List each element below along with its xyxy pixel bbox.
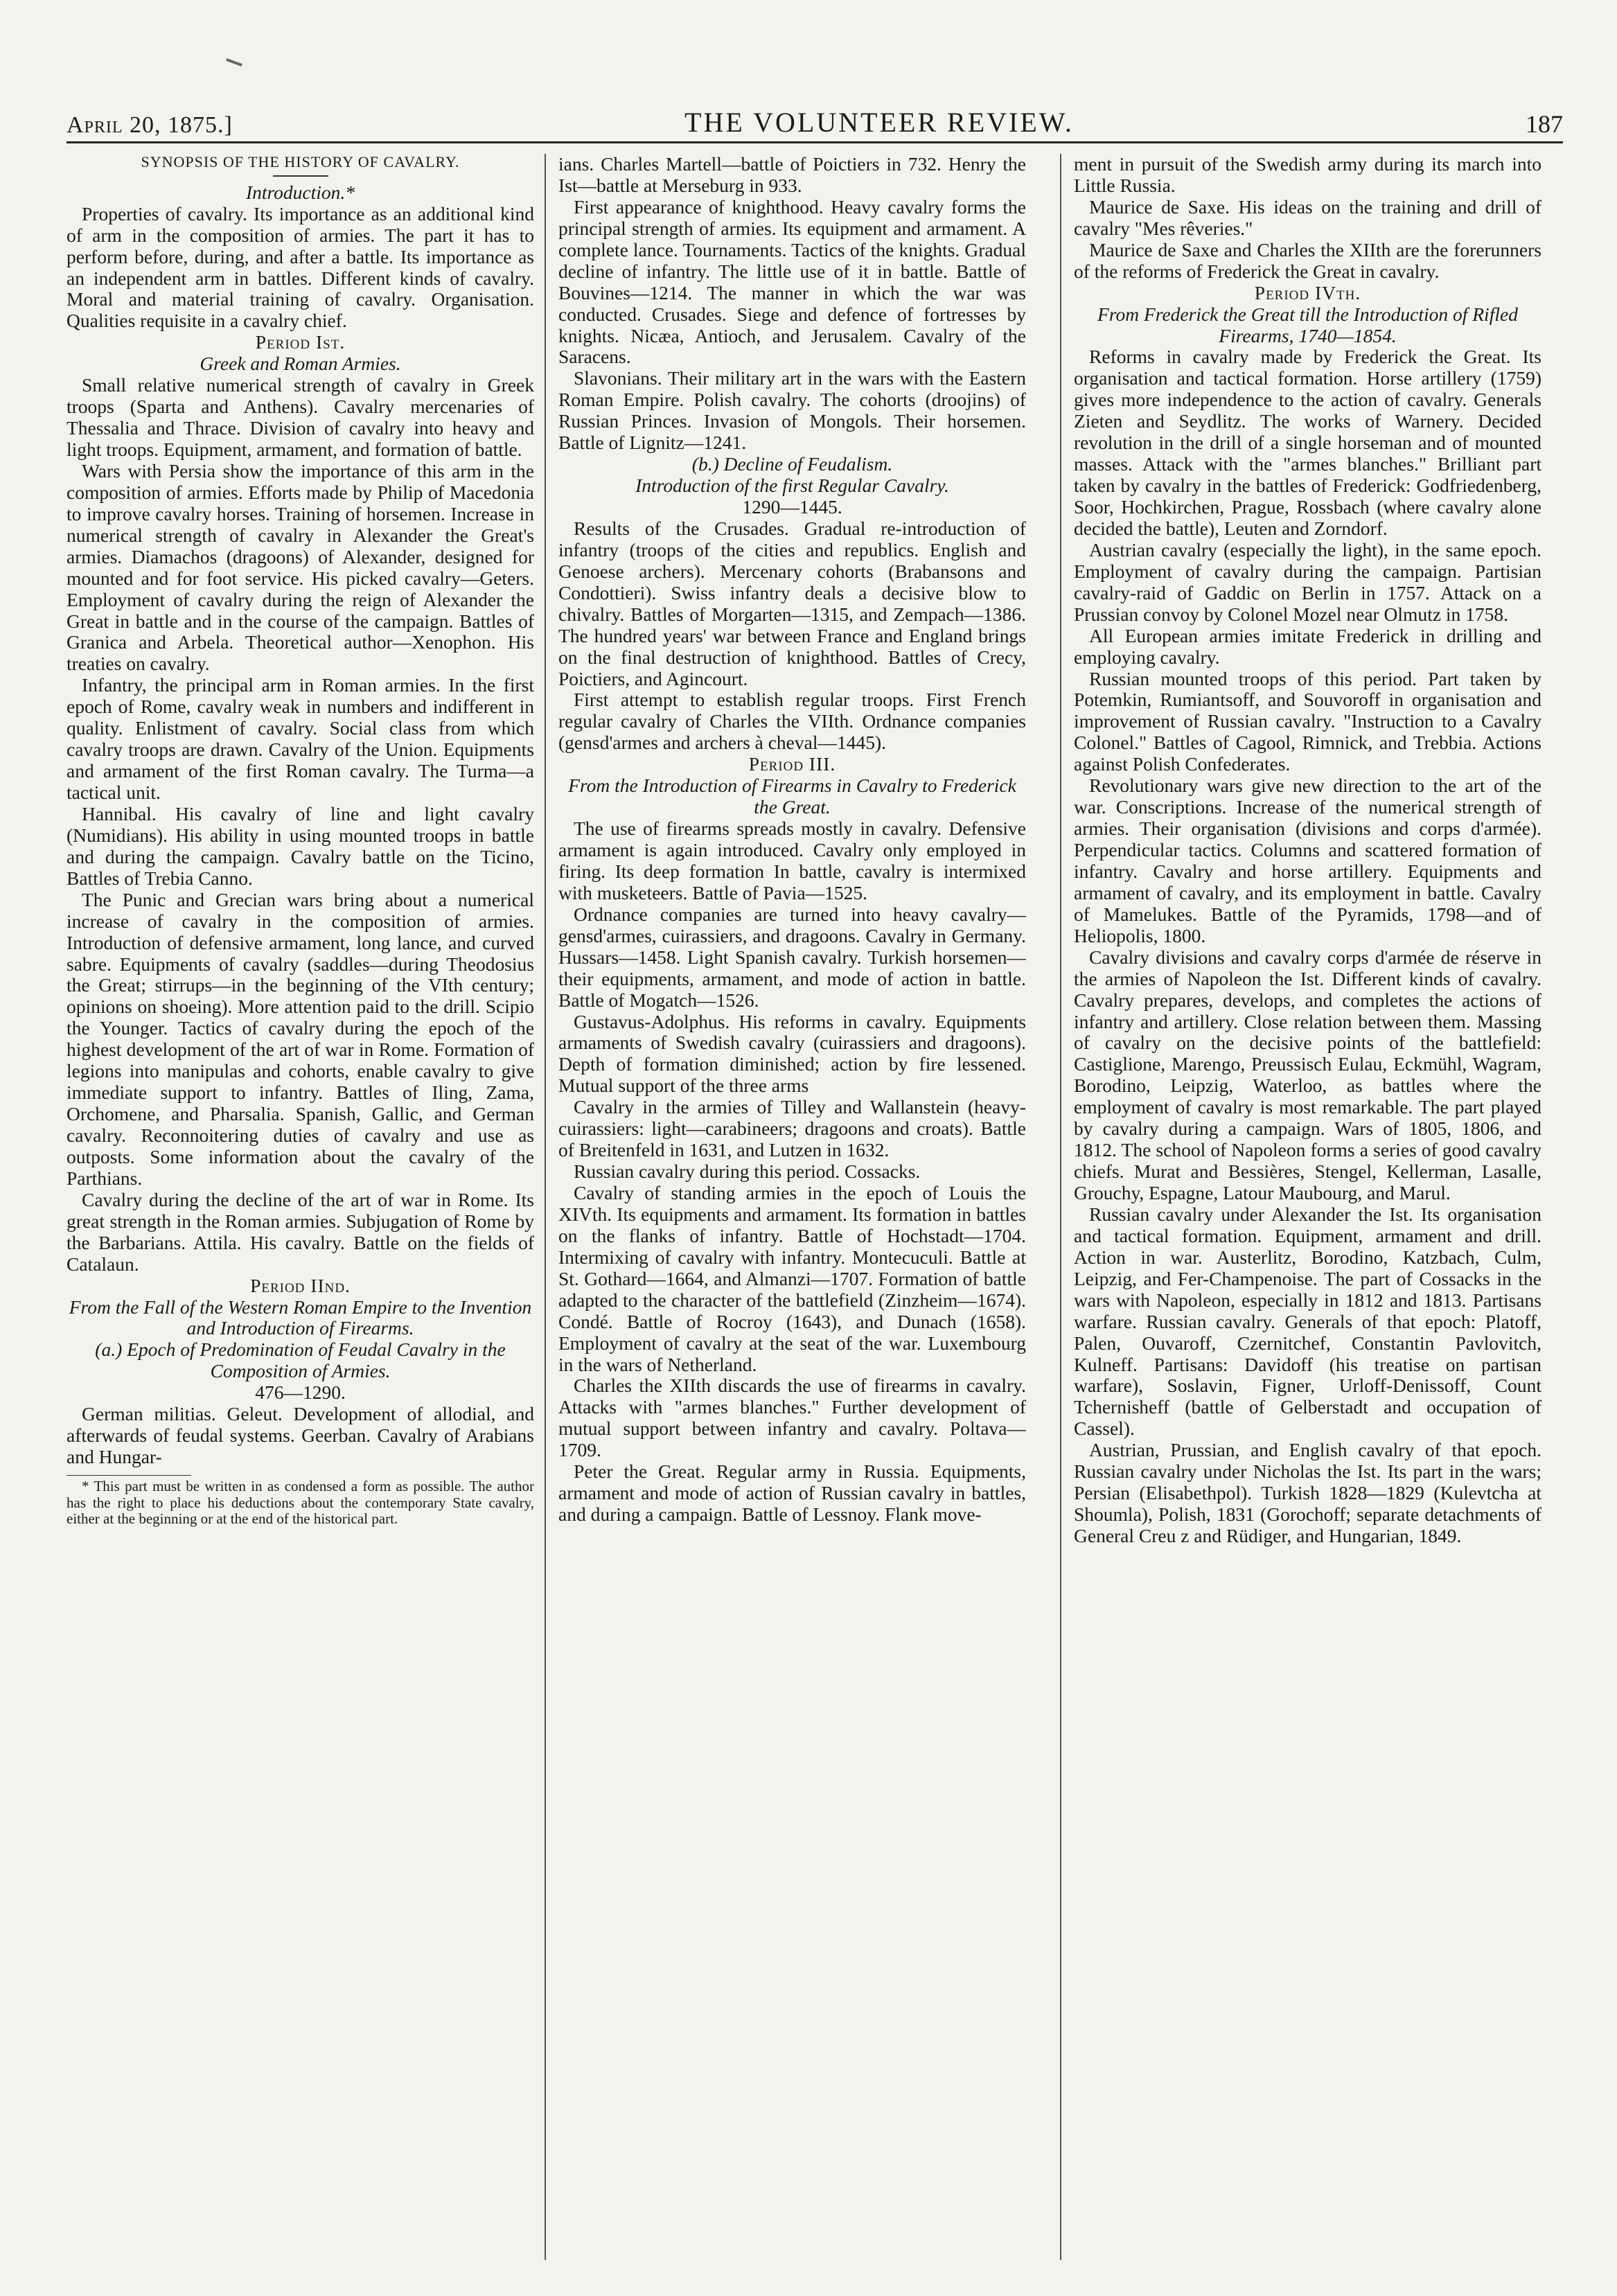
column-3 [1074,154,1541,2260]
paragraph: Peter the Great. Regular army in Russia. Equipments, armament and mode of action of Russian cavalry in battles, and during a campaign. Battle of Lessnoy. Flank move- [558,1460,1026,1526]
italic-heading: From the Introduction of Firearms in Cavalry to Frederick the Great. [568,775,1016,818]
period-heading: Period IVth. [1254,281,1361,303]
paragraph: Revolutionary wars give new direction to the art of the war. Conscriptions. Increase of the numerical strength of armies. Their organisation (divisions and corps d'armée). Perpendicular tactics. Columns and scattered formation of infantry. Cavalry and horse artillery. Equipments and armament of cavalry, and its employment in battle. Cavalry of Mamelukes. Battle of the Pyramids, 1798—and of Heliopolis, 1800. [1074,775,1541,946]
paragraph: German militias. Geleut. Development of allodial, and afterwards of feudal systems. Geerban. Cavalry of Arabians and Hungar- [67,1403,534,1468]
section-heading: SYNOPSIS OF THE HISTORY OF CAVALRY. [141,154,460,170]
column-divider [545,154,546,2260]
paragraph: Charles the XIIth discards the use of firearms in cavalry. Attacks with "armes blanches." Further development of mutual support between infantry and cavalry. Poltava—1709. [558,1375,1026,1461]
heading-rule [273,175,328,177]
paragraph: First appearance of knighthood. Heavy cavalry forms the principal strength of armies. Its equipment and armament. A complete lance. Tournaments. Tactics of the knights. Gradual decline of infantry. The little use of it in battle. Battle of Bouvines—1214. The manner in which the war was conducted. Crusades. Siege and defence of fortresses by knights. Nicæa, Antioch, and Jerusalem. Cavalry of the Saracens. [558,195,1026,368]
paragraph: Slavonians. Their military art in the wars with the Eastern Roman Empire. Polish cavalry. The cohorts (droojins) of Russian Princes. Invasion of Mongols. Their horsemen. Battle of Lignitz—1241. [558,367,1026,454]
paragraph: Ordnance companies are turned into heavy cavalry—gensd'armes, cuirassiers, and dragoons. Cavalry in Germany. Hussars—1458. Light Spanish cavalry. Turkish horsemen—their equipments, armament, and mode of action in battle. Battle of Mogatch—1526. [558,903,1026,1011]
paragraph: Russian cavalry under Alexander the Ist. Its organisation and tactical formation. Equipment, armament and drill. Action in war. Austerlitz, Borodino, Katzbach, Culm, Leipzig, and Fer-Champenoise. The part of Cossacks in the wars with Napoleon, especially in 1812 and 1813. Partisans warfare. Russian cavalry. Generals of that epoch: Platoff, Palen, Ouvaroff, Czernitchef, Constantin Pavlovitch, Kulneff. Partisans: Davidoff (his treatise on partisan warfare), Soslavin, Figner, Urloff-Denissoff, Count Tchernisheff (battle of Gelberstadt and occupation of Cassel). [1074,1203,1541,1440]
period-heading: Period Ist. [255,331,346,353]
header-title: THE VOLUNTEER REVIEW. [684,107,1074,138]
italic-heading: From the Fall of the Western Roman Empire to the Invention and Introduction of Firearms. [69,1296,532,1339]
paragraph: Properties of cavalry. Its importance as an additional kind of arm in the composition of armies. The part it has to perform before, during, and after a battle. Its importance as an independent arm in battles. Different kinds of cavalry. Moral and material training of cavalry. Organisation. Qualities requisite in a cavalry chief. [67,202,534,332]
column-1 [67,154,534,2260]
paragraph: The use of firearms spreads mostly in cavalry. Defensive armament is again introduced. Cavalry only employed in firing. Its deep formation In battle, cavalry is intermixed with musketeers. Battle of Pavia—1525. [558,818,1026,903]
paragraph: Maurice de Saxe. His ideas on the training and drill of cavalry "Mes rêveries." [1074,195,1541,239]
header-date: April 20, 1875.] [67,112,233,138]
period-heading: Period IInd. [250,1274,351,1296]
column-2 [558,154,1026,2260]
paragraph: Results of the Crusades. Gradual re-introduction of infantry (troops of the cities and republics. English and Genoese archers). Mercenary cohorts (Brabansons and Condottieri). Swiss infantry deals a decisive blow to chivalry. Battles of Morgarten—1315, and Zempach—1386. The hundred years' war between France and England brings on the final destruction of knighthood. Battles of Crecy, Poictiers, and Agincourt. [558,517,1026,689]
period-heading: Period III. [748,753,836,775]
italic-heading: From Frederick the Great till the Introduction of Rifled Firearms, 1740—1854. [1097,303,1518,346]
paragraph: Austrian cavalry (especially the light), in the same epoch. Employment of cavalry during the campaign. Partisian cavalry-raid of Gaddic on Berlin in 1757. Attack on a Prussian convoy by Colonel Mozel near Olmutz in 1758. [1074,538,1541,625]
paragraph: Maurice de Saxe and Charles the XIIth are the forerunners of the reforms of Frederick the Great in cavalry. [1074,238,1541,282]
paragraph: First attempt to establish regular troops. First French regular cavalry of Charles the VIIth. Ordnance companies (gensd'armes and archers à cheval—1445). [558,689,1026,754]
paragraph: Cavalry in the armies of Tilley and Wallanstein (heavy- cuirassiers: light—carabineers; dragoons and croats). Battle of Breitenfeld in 1631, and Lutzen in 1632. [558,1096,1026,1161]
date-range: 476—1290. [255,1381,346,1404]
paragraph: Reforms in cavalry made by Frederick the Great. Its organisation and tactical formation. Horse artillery (1759) gives more independence to the action of cavalry. Generals Zieten and Seydlitz. The works of Warnery. Decided revolution in the drill of a single horseman and of mounted masses. Attack with the "armes blanches." Brilliant part taken by cavalry in the battles of Frederick: Godfriedenberg, Soor, Hochkirchen, Prague, Rossbach (where cavalry alone decided the battle), Leuten and Zorndorf. [1074,346,1541,539]
paragraph-continued: ians. Charles Martell—battle of Poictiers in 732. Henry the Ist—battle at Merseburg in 933. [558,154,1026,196]
paragraph: Cavalry during the decline of the art of war in Rome. Its great strength in the Roman armies. Subjugation of Rome by the Barbarians. Attila. His cavalry. Battle on the fields of Catalaun. [67,1188,534,1275]
page-header [67,97,1563,139]
header-rule [67,141,1563,143]
paragraph: Infantry, the principal arm in Roman armies. In the first epoch of Rome, cavalry weak in numbers and indifferent in quality. Enlistment of cavalry. Social class from which cavalry troops are drawn. Cavalry of the Union. Equipments and armament of the first Roman cavalry. The Turma—a tactical unit. [67,674,534,803]
paragraph-continued: ment in pursuit of the Swedish army during its march into Little Russia. [1074,154,1541,196]
paragraph: Austrian, Prussian, and English cavalry of that epoch. Russian cavalry under Nicholas the Ist. Its part in the wars; Persian (Elisabethpol). Turkish 1828—1829 (Kulevtcha at Shoumla), Polish, 1831 (Gorochoff; separate detachments of General Creu z and Rüdiger, and Hungarian, 1849. [1074,1439,1541,1546]
column-divider [1060,154,1061,2260]
italic-heading: (a.) Epoch of Predomination of Feudal Cavalry in the Composition of Armies. [95,1339,506,1382]
paragraph: All European armies imitate Frederick in drilling and employing cavalry. [1074,624,1541,668]
footnote-rule [67,1475,191,1476]
italic-heading: Greek and Roman Armies. [200,353,401,375]
paragraph: The Punic and Grecian wars bring about a numerical increase of cavalry in the composition of armies. Introduction of defensive armament, long lance, and curved sabre. Equipments of cavalry (saddles—during Theodosius the Great; stirrups—in the beginning of the VIth century; opinions on shoeing). More attention paid to the drill. Scipio the Younger. Tactics of cavalry during the epoch of the highest development of the art of war in Rome. Formation of legions into manipulas and cohorts, enable cavalry to give immediate support to infantry. Battles of Iling, Zama, Orchomene, and Pharsalia. Spanish, Gallic, and German cavalry. Reconnoitering duties of cavalry and use as outposts. Some information about the cavalry of the Parthians. [67,888,534,1189]
stray-mark [226,58,242,67]
paragraph: Hannibal. His cavalry of line and light cavalry (Numidians). His ability in using mounted troops in battle and during the campaign. Cavalry battle on the Ticino, Battles of Trebia Canno. [67,802,534,889]
paragraph: Russian mounted troops of this period. Part taken by Potemkin, Rumiantsoff, and Souvoroff in organisation and improvement of Russian cavalry. "Instruction to a Cavalry Colonel." Battles of Cagool, Rimnick, and Trebbia. Actions against Polish Confederates. [1074,667,1541,775]
italic-heading: (b.) Decline of Feudalism. [691,453,893,475]
footnote: * This part must be written in as condensed a form as possible. The author has the right to place his deductions about the contemporary State cavalry, either at the beginning or at the end of the historical part. [67,1478,534,1528]
date-range: 1290—1445. [742,496,842,518]
paragraph: Gustavus-Adolphus. His reforms in cavalry. Equipments armaments of Swedish cavalry (cuirassiers and dragoons). Depth of formation diminished; action by fire lessened. Mutual support of the three arms [558,1010,1026,1097]
header-page-number: 187 [1526,110,1563,138]
paragraph: Wars with Persia show the importance of this arm in the composition of armies. Efforts made by Philip of Macedonia to improve cavalry horses. Training of horsemen. Increase in numerical strength of cavalry in Alexander the Great's armies. Diamachos (dragoons) of Alexander, designed for mounted and for foot service. His picked cavalry—Geters. Employment of cavalry during the reign of Alexander the Great in battle and in the course of the campaign. Battles of Granica and Arbela. Theoretical author—Xenophon. His treaties on cavalry. [67,459,534,675]
italic-heading: Introduction of the first Regular Cavalry. [635,475,949,497]
paragraph: Cavalry divisions and cavalry corps d'armée de réserve in the armies of Napoleon the Ist. Different kinds of cavalry. Cavalry prepares, develops, and completes the actions of infantry and artillery. Close relation between them. Massing of cavalry on the decisive points of the battlefield: Castiglione, Marengo, Preussisch Eulau, Eckmühl, Wagram, Borodino, Leipzig, Waterloo, as battles where the employment of cavalry is most remarkable. The part played by cavalry during a campaign. Wars of 1805, 1806, and 1812. The school of Napoleon forms a series of good cavalry chiefs. Murat and Bessières, Stengel, Kellerman, Lasalle, Grouchy, Espagne, Latour Maubourg, and Marul. [1074,946,1541,1203]
paragraph: Small relative numerical strength of cavalry in Greek troops (Sparta and Anthens). Cavalry mercenaries of Thessalia and Thrace. Division of cavalry into heavy and light troops. Equipment, armament, and formation of battle. [67,374,534,460]
paragraph: Cavalry of standing armies in the epoch of Louis the XIVth. Its equipments and armament. Its formation in battles on the flanks of infantry. Battle of Hochstadt—1704. Intermixing of cavalry with infantry. Montecuculi. Battle at St. Gothard—1664, and Almanzi—1707. Formation of battle adapted to the character of the battlefield (Zinzheim—1674). Condé. Battle of Rocroy (1643), and Dunach (1658). Employment of cavalry at the seat of the war. Luxembourg in the wars of Netherland. [558,1182,1026,1375]
paragraph: Russian cavalry during this period. Cossacks. [574,1160,921,1183]
italic-heading: Introduction.* [245,181,355,203]
